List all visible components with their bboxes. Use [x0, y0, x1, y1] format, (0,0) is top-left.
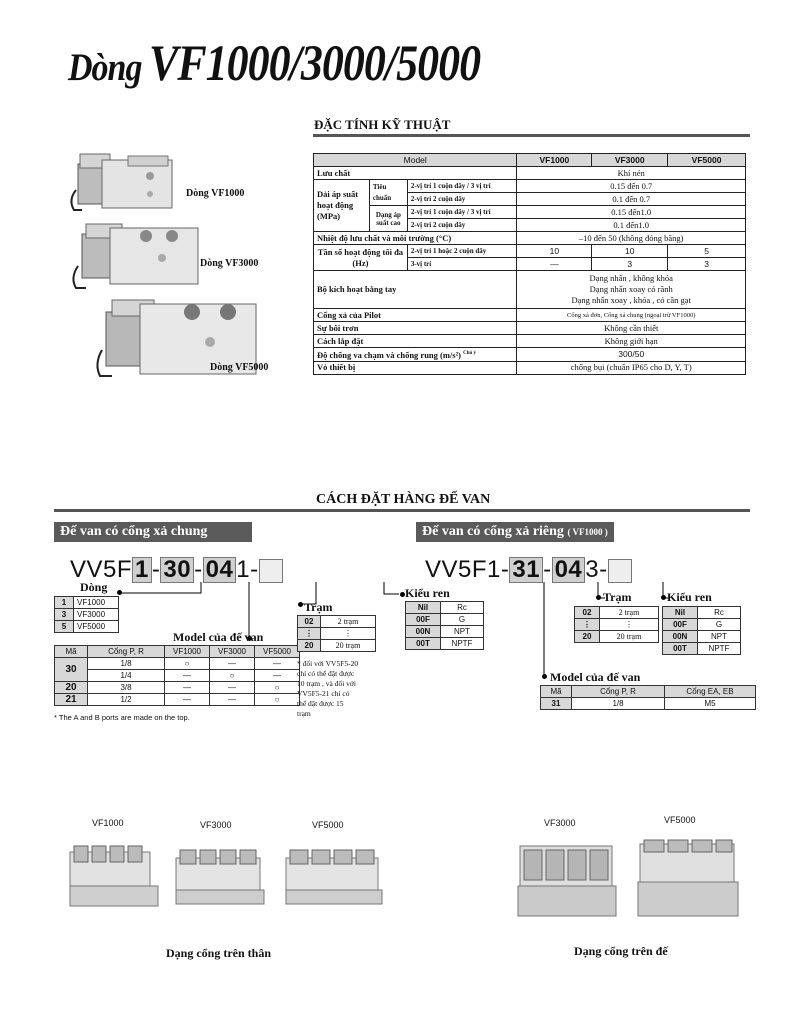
base-model-row: 1/4 — ○ — — [55, 670, 300, 682]
individual-station-label: Trạm — [603, 590, 632, 604]
thread-label: Kiểu ren — [405, 586, 450, 600]
station-note: * đối với VV5F5-20 chỉ có thể đặt được 10 trạm , và đối với VV5F5-21 chỉ có thể đặt được 15 trạm — [297, 659, 359, 718]
common-order-code: VV5F 1 - 30 - 04 1- — [70, 556, 283, 584]
spec-section-heading: ĐẶC TÍNH KỸ THUẬT — [314, 117, 451, 132]
individual-base-model-table — [540, 685, 756, 710]
individual-station-code-box: 04 — [552, 557, 586, 583]
base-model-label: Model của đế van — [173, 630, 264, 644]
station-table — [297, 615, 376, 652]
series-leader-dot — [117, 590, 122, 595]
manifold-body-vf5000-label: VF5000 — [312, 820, 344, 830]
spec-row-pilot-exhaust: Cổng xả của Pilot Cổng xả đơn, Cổng xả chung (ngoại trừ VF1000) — [314, 309, 746, 322]
thread-row: 00F G — [406, 614, 484, 626]
thread-table — [405, 601, 484, 650]
station-leader-dot — [298, 602, 303, 607]
spec-row-lubrication: Sự bôi trơn Không cần thiết — [314, 322, 746, 335]
spec-row-pressure-3: Dạng áp suất cao 2-vị trí 1 cuộn dây / 3 vị trí 0.15 đến1.0 — [314, 206, 746, 219]
station-row: ⋮ ⋮ — [298, 628, 376, 640]
individual-thread-label: Kiểu ren — [667, 590, 712, 604]
common-exhaust-banner: Đế van có cổng xả chung — [54, 522, 252, 542]
series-row: 5 VF5000 — [55, 621, 119, 633]
individual-thread-leader-dot — [661, 595, 666, 600]
manifold-body-caption: Dạng cổng trên thân — [166, 946, 272, 960]
spec-row-pressure-2: 2-vị trí 2 cuộn dây 0.1 đến 0.7 — [314, 193, 746, 206]
spec-row-enclosure: Vỏ thiết bị chống bụi (chuẩn IP65 cho D, Y, T) — [314, 361, 746, 374]
base-model-code-box: 30 — [160, 557, 194, 583]
spec-row-frequency-2: 3-vị trí — 3 3 — [314, 258, 746, 271]
spec-header-vf3000: VF3000 — [592, 154, 668, 167]
base-model-note: * The A and B ports are made on the top. — [54, 713, 190, 722]
spec-row-pressure-1: Dải áp suất hoạt động (MPa) Tiêu chuẩn 2-vị trí 1 cuộn dây / 3 vị trí 0.15 đến 0.7 — [314, 180, 746, 193]
manifold-body-vf3000-label: VF3000 — [200, 820, 232, 830]
vf1000-valve-image — [68, 150, 178, 218]
individual-base-model-label: Model của đế van — [550, 670, 641, 684]
base-model-table — [54, 645, 300, 706]
series-table — [54, 596, 119, 633]
thread-row: 00F G — [663, 619, 741, 631]
thread-row: Nil Rc — [663, 607, 741, 619]
individual-thread-table — [662, 606, 741, 655]
station-row: 20 20 trạm — [575, 631, 659, 643]
vf3000-label: Dòng VF3000 — [200, 258, 259, 269]
individual-station-table — [574, 606, 659, 643]
station-row: ⋮ ⋮ — [575, 619, 659, 631]
station-row: 02 2 trạm — [575, 607, 659, 619]
base-model-row: 21 1/2 — — ○ — [55, 694, 300, 706]
thread-row: 00T NPTF — [406, 638, 484, 650]
spec-table — [313, 153, 746, 375]
series-label: Dòng — [80, 580, 108, 594]
manifold-base-vf5000-label: VF5000 — [664, 815, 696, 825]
series-row: 3 VF3000 — [55, 609, 119, 621]
series-code-box: 1 — [132, 557, 152, 583]
spec-row-shock: Độ chống va chạm và chống rung (m/s²) $^{Chú ý}$ 300/50 — [314, 348, 746, 362]
vf3000-valve-image — [68, 218, 203, 293]
station-row: 02 2 trạm — [298, 616, 376, 628]
spec-row-pressure-4: 2-vị trí 2 cuộn dây 0.1 đến1.0 — [314, 219, 746, 232]
manifold-body-vf1000-label: VF1000 — [92, 818, 124, 828]
series-row: 1 VF1000 — [55, 597, 119, 609]
manifold-body-vf5000-image — [282, 846, 386, 908]
base-model-row: 30 1/8 ○ — — — [55, 658, 300, 670]
spec-heading-rule — [313, 134, 750, 137]
thread-row: Nil Rc — [406, 602, 484, 614]
spec-header-model: Model — [314, 154, 517, 167]
manifold-base-vf3000-label: VF3000 — [544, 818, 576, 828]
manifold-base-vf3000-image — [516, 840, 620, 920]
station-row: 20 20 trạm — [298, 640, 376, 652]
thread-row: 00T NPTF — [663, 643, 741, 655]
individual-order-code: VV5F1- 31 - 04 3- — [425, 556, 632, 584]
spec-header-vf5000: VF5000 — [668, 154, 746, 167]
individual-model-leader-dot — [542, 674, 547, 679]
base-model-header: Mã Cổng P, R VF1000 VF3000 VF5000 — [55, 646, 300, 658]
individual-base-model-row: 31 1/8 M5 — [541, 698, 756, 710]
manifold-body-vf3000-image — [172, 846, 268, 908]
individual-base-model-header: Mã Cổng P, R Cổng EA, EB — [541, 686, 756, 698]
spec-header-row — [314, 154, 746, 167]
spec-row-temperature: Nhiệt độ lưu chất và môi trường (°C) –10 đến 50 (không đóng băng) — [314, 232, 746, 245]
base-model-row: 20 3/8 — — ○ — [55, 682, 300, 694]
spec-row-fluid: Lưu chất Khí nén — [314, 167, 746, 180]
order-heading-rule — [54, 509, 750, 512]
individual-exhaust-banner: Đế van có cổng xả riêng ( VF1000 ) — [416, 522, 614, 542]
spec-row-mounting: Cách lắp đặt Không giới hạn — [314, 335, 746, 348]
spec-row-manual-override: Bộ kích hoạt bằng tay Dạng nhấn , không khóa Dạng nhấn xoay có rãnh Dạng nhấn xoay , khóa , có cần gạt — [314, 271, 746, 309]
individual-station-leader-dot — [596, 595, 601, 600]
spec-row-frequency-1: Tần số hoạt động tối đa (Hz) 2-vị trí 1 hoặc 2 cuộn dây 10 10 5 — [314, 245, 746, 258]
station-code-box: 04 — [203, 557, 237, 583]
station-label: Trạm — [304, 600, 333, 614]
thread-row: 00N NPT — [663, 631, 741, 643]
individual-model-code-box: 31 — [509, 557, 543, 583]
order-section-heading: CÁCH ĐẶT HÀNG ĐẾ VAN — [316, 492, 491, 507]
manifold-base-vf5000-image — [636, 836, 742, 920]
manifold-body-vf1000-image — [66, 842, 162, 912]
thread-row: 00N NPT — [406, 626, 484, 638]
page-title: Dòng VF1000/3000/5000 — [68, 35, 481, 92]
vf1000-label: Dòng VF1000 — [186, 188, 245, 199]
vf5000-label: Dòng VF5000 — [210, 362, 269, 373]
spec-header-vf1000: VF1000 — [517, 154, 592, 167]
manifold-base-caption: Dạng cổng trên đế — [574, 944, 668, 958]
